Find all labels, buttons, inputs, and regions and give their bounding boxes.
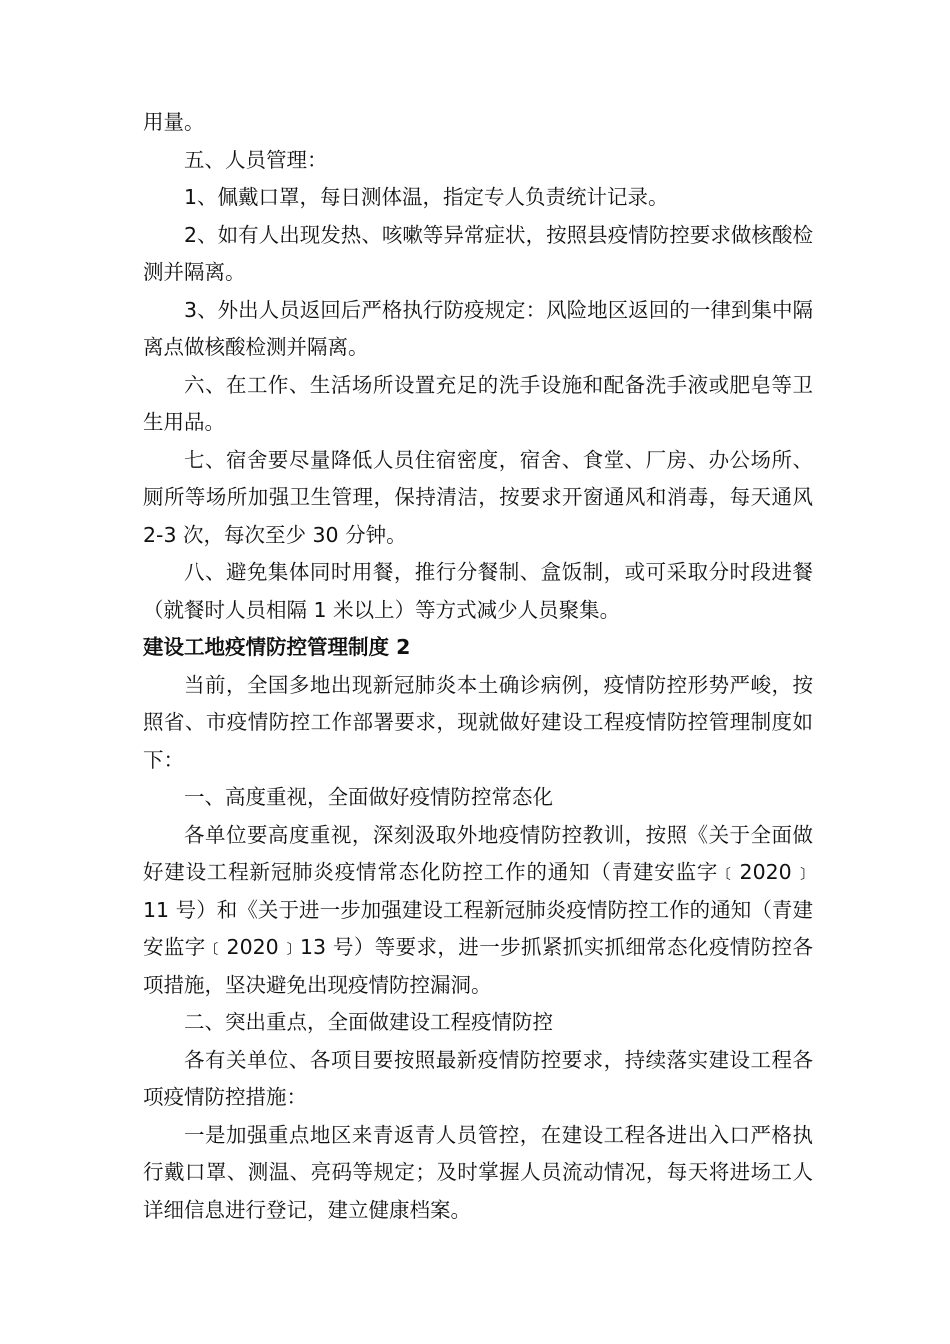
list-item-mask: 1、佩戴口罩，每日测体温，指定专人负责统计记录。: [184, 185, 669, 209]
section-heading-focus: 二、突出重点，全面做建设工程疫情防控: [184, 1010, 553, 1034]
list-item-symptoms: 2、如有人出现发热、咳嗽等异常症状，按照县疫情防控要求做核酸检测并隔离。: [143, 222, 813, 284]
list-item-returnees: 3、外出人员返回后严格执行防疫规定：风险地区返回的一律到集中隔离点做核酸检测并隔离。: [143, 297, 813, 359]
section-dining: 八、避免集体同时用餐，推行分餐制、盒饭制，或可采取分时段进餐（就餐时人员相隔 1 米以上）等方式减少人员聚集。: [143, 560, 813, 622]
paragraph-continuation: 用量。: [143, 110, 205, 134]
section-heading-personnel: 五、人员管理：: [184, 147, 328, 172]
paragraph-control-measures: 一是加强重点地区来青返青人员管控，在建设工程各进出入口严格执行戴口罩、测温、亮码等规定；及时掌握人员流动情况，每天将进场工人详细信息进行登记，建立健康档案。: [143, 1122, 813, 1222]
intro-paragraph: 当前，全国多地出现新冠肺炎本土确诊病例，疫情防控形势严峻，按照省、市疫情防控工作部署要求，现就做好建设工程疫情防控管理制度如下：: [143, 672, 813, 772]
section-dormitory: 七、宿舍要尽量降低人员住宿密度，宿舍、食堂、厂房、办公场所、厕所等场所加强卫生管理，保持清洁，按要求开窗通风和消毒，每天通风 2-3 次，每次至少 30 分钟。: [143, 447, 813, 547]
paragraph-attention: 各单位要高度重视，深刻汲取外地疫情防控教训，按照《关于全面做好建设工程新冠肺炎疫情常态化防控工作的通知（青建安监字﹝2020﹞11 号）和《关于进一步加强建设工程新冠肺炎疫情防控工作的通知（青建安监字﹝2020﹞13 号）等要求，进一步抓紧抓实抓细常态化疫情防控各项措施，坚决避免出现疫情防控漏洞。: [143, 822, 813, 997]
document-body: [143, 104, 813, 1229]
section-heading-attention: 一、高度重视，全面做好疫情防控常态化: [184, 785, 553, 809]
document-title: 建设工地疫情防控管理制度 2: [143, 635, 411, 659]
section-handwashing: 六、在工作、生活场所设置充足的洗手设施和配备洗手液或肥皂等卫生用品。: [143, 372, 813, 434]
paragraph-focus: 各有关单位、各项目要按照最新疫情防控要求，持续落实建设工程各项疫情防控措施：: [143, 1047, 813, 1109]
